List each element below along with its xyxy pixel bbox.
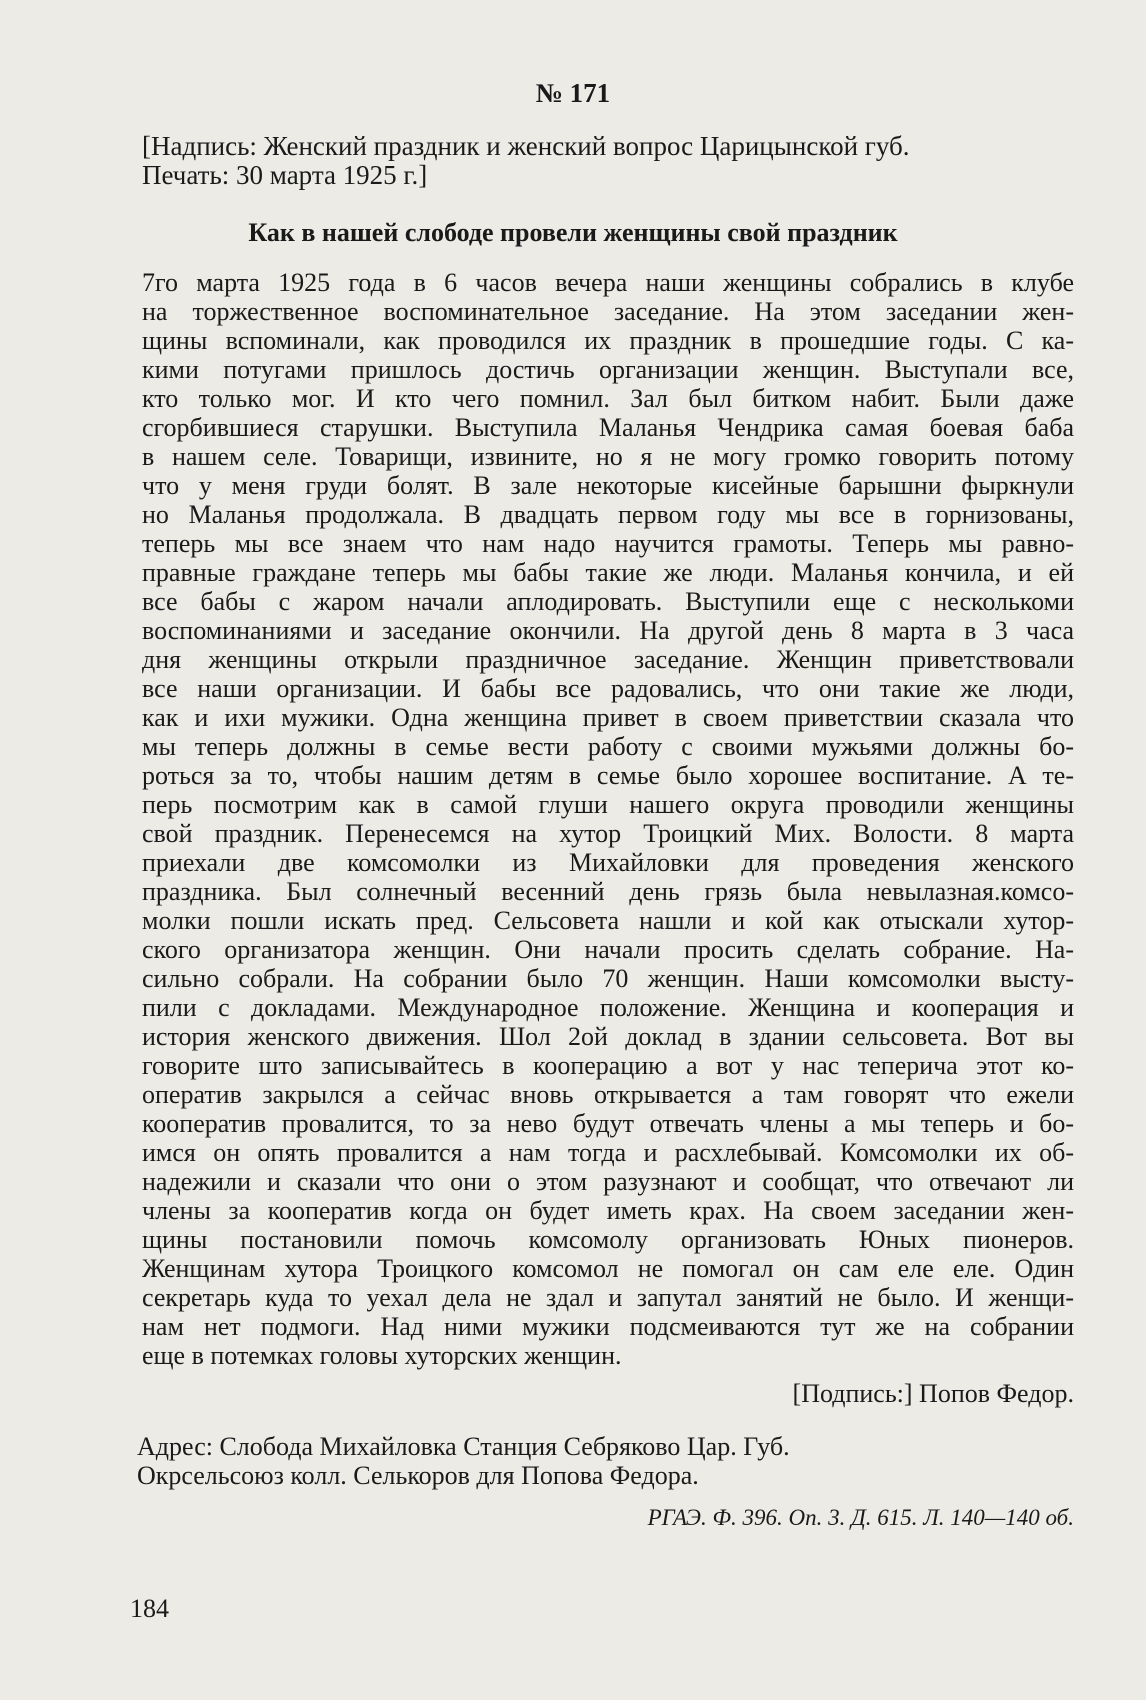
body-line: праздника. Был солнечный весенний день грязь была невылазная.комсо- [142, 877, 1074, 906]
body-line: щины вспоминали, как проводился их праздник в прошедшие годы. С ка- [142, 326, 1074, 355]
body-line: мы теперь должны в семье вести работу с своими мужьями должны бо- [142, 732, 1074, 761]
headline: Как в нашей слободе провели женщины свой праздник [248, 218, 898, 247]
body-line: на торжественное воспоминательное заседание. На этом заседании жен- [142, 297, 1074, 326]
caption-line: Печать: 30 марта 1925 г.] [142, 160, 428, 190]
body-line: имся он опять провалится а нам тогда и расхлебывай. Комсомолки их об- [142, 1138, 1074, 1167]
body-line: но Маланья продолжала. В двадцать первом году мы все в горнизованы, [142, 500, 1074, 529]
body-line: роться за то, чтобы нашим детям в семье было хорошее воспитание. А те- [142, 761, 1074, 790]
body-line: все наши организации. И бабы все радовались, что они такие же люди, [142, 674, 1074, 703]
signature: [Подпись:] Попов Федор. [792, 1379, 1074, 1408]
body-line: Женщинам хутора Троицкого комсомол не помогал он сам еле еле. Один [142, 1254, 1074, 1283]
body-line: надежили и сказали что они о этом разузнают и сообщат, что отвечают ли [142, 1167, 1074, 1196]
body-line: кооператив провалится, то за нево будут отвечать члены а мы теперь и бо- [142, 1109, 1074, 1138]
body-line: что у меня груди болят. В зале некоторые кисейные барышни фыркнули [142, 471, 1074, 500]
body-line: говорите што записывайтесь в кооперацию а вот у нас теперича этот ко- [142, 1051, 1074, 1080]
body-line: нам нет подмоги. Над ними мужики подсмеиваются тут же на собрании [142, 1312, 1074, 1341]
body-line: молки пошли искать пред. Сельсовета нашли и кой как отыскали хутор- [142, 906, 1074, 935]
body-line: оператив закрылся а сейчас вновь открывается а там говорят что ежели [142, 1080, 1074, 1109]
body-line: приехали две комсомолки из Михайловки для проведения женского [142, 848, 1074, 877]
body-line: свой праздник. Перенесемся на хутор Троицкий Мих. Волости. 8 марта [142, 819, 1074, 848]
page-number: 184 [130, 1594, 169, 1623]
letter-body [142, 268, 1074, 1370]
caption [142, 132, 1042, 190]
body-line: сильно собрали. На собрании было 70 женщин. Наши комсомолки высту- [142, 964, 1074, 993]
body-line: как и ихи мужики. Одна женщина привет в своем приветствии сказала что [142, 703, 1074, 732]
body-line: 7го марта 1925 года в 6 часов вечера наши женщины собрались в клубе [142, 268, 1074, 297]
address-line: Окрсельсоюз колл. Селькоров для Попова Федора. [137, 1461, 699, 1490]
body-line: секретарь куда то уехал дела не здал и запутал занятий не было. И женщи- [142, 1283, 1074, 1312]
body-line: сгорбившиеся старушки. Выступила Маланья Чендрика самая боевая баба [142, 413, 1074, 442]
archive-reference: РГАЭ. Ф. 396. Оп. 3. Д. 615. Л. 140—140 об. [647, 1505, 1074, 1530]
body-line: все бабы с жаром начали аплодировать. Выступили еще с несколькоми [142, 587, 1074, 616]
body-line: еще в потемках головы хуторских женщин. [142, 1341, 622, 1370]
body-line: теперь мы все знаем что нам надо научится грамоты. Теперь мы равно- [142, 529, 1074, 558]
body-line: в нашем селе. Товарищи, извините, но я не могу громко говорить потому [142, 442, 1074, 471]
body-line: кто только мог. И кто чего помнил. Зал был битком набит. Были даже [142, 384, 1074, 413]
body-line: члены за кооператив когда он будет иметь крах. На своем заседании жен- [142, 1196, 1074, 1225]
body-line: воспоминаниями и заседание окончили. На другой день 8 марта в 3 часа [142, 616, 1074, 645]
body-line: правные граждане теперь мы бабы такие же люди. Маланья кончила, и ей [142, 558, 1074, 587]
body-line: кими потугами пришлось достичь организации женщин. Выступали все, [142, 355, 1074, 384]
document-number: № 171 [535, 78, 611, 108]
body-line: история женского движения. Шол 2ой доклад в здании сельсовета. Вот вы [142, 1022, 1074, 1051]
body-line: щины постановили помочь комсомолу организовать Юных пионеров. [142, 1225, 1074, 1254]
body-line: перь посмотрим как в самой глуши нашего округа проводили женщины [142, 790, 1074, 819]
body-line: ского организатора женщин. Они начали просить сделать собрание. На- [142, 935, 1074, 964]
body-line: пили с докладами. Международное положение. Женщина и кооперация и [142, 993, 1074, 1022]
address [137, 1432, 1037, 1490]
caption-line: [Надпись: Женский праздник и женский вопрос Царицынской губ. [142, 131, 910, 161]
address-line: Адрес: Слобода Михайловка Станция Себряково Цар. Губ. [137, 1432, 790, 1461]
body-line: дня женщины открыли праздничное заседание. Женщин приветствовали [142, 645, 1074, 674]
